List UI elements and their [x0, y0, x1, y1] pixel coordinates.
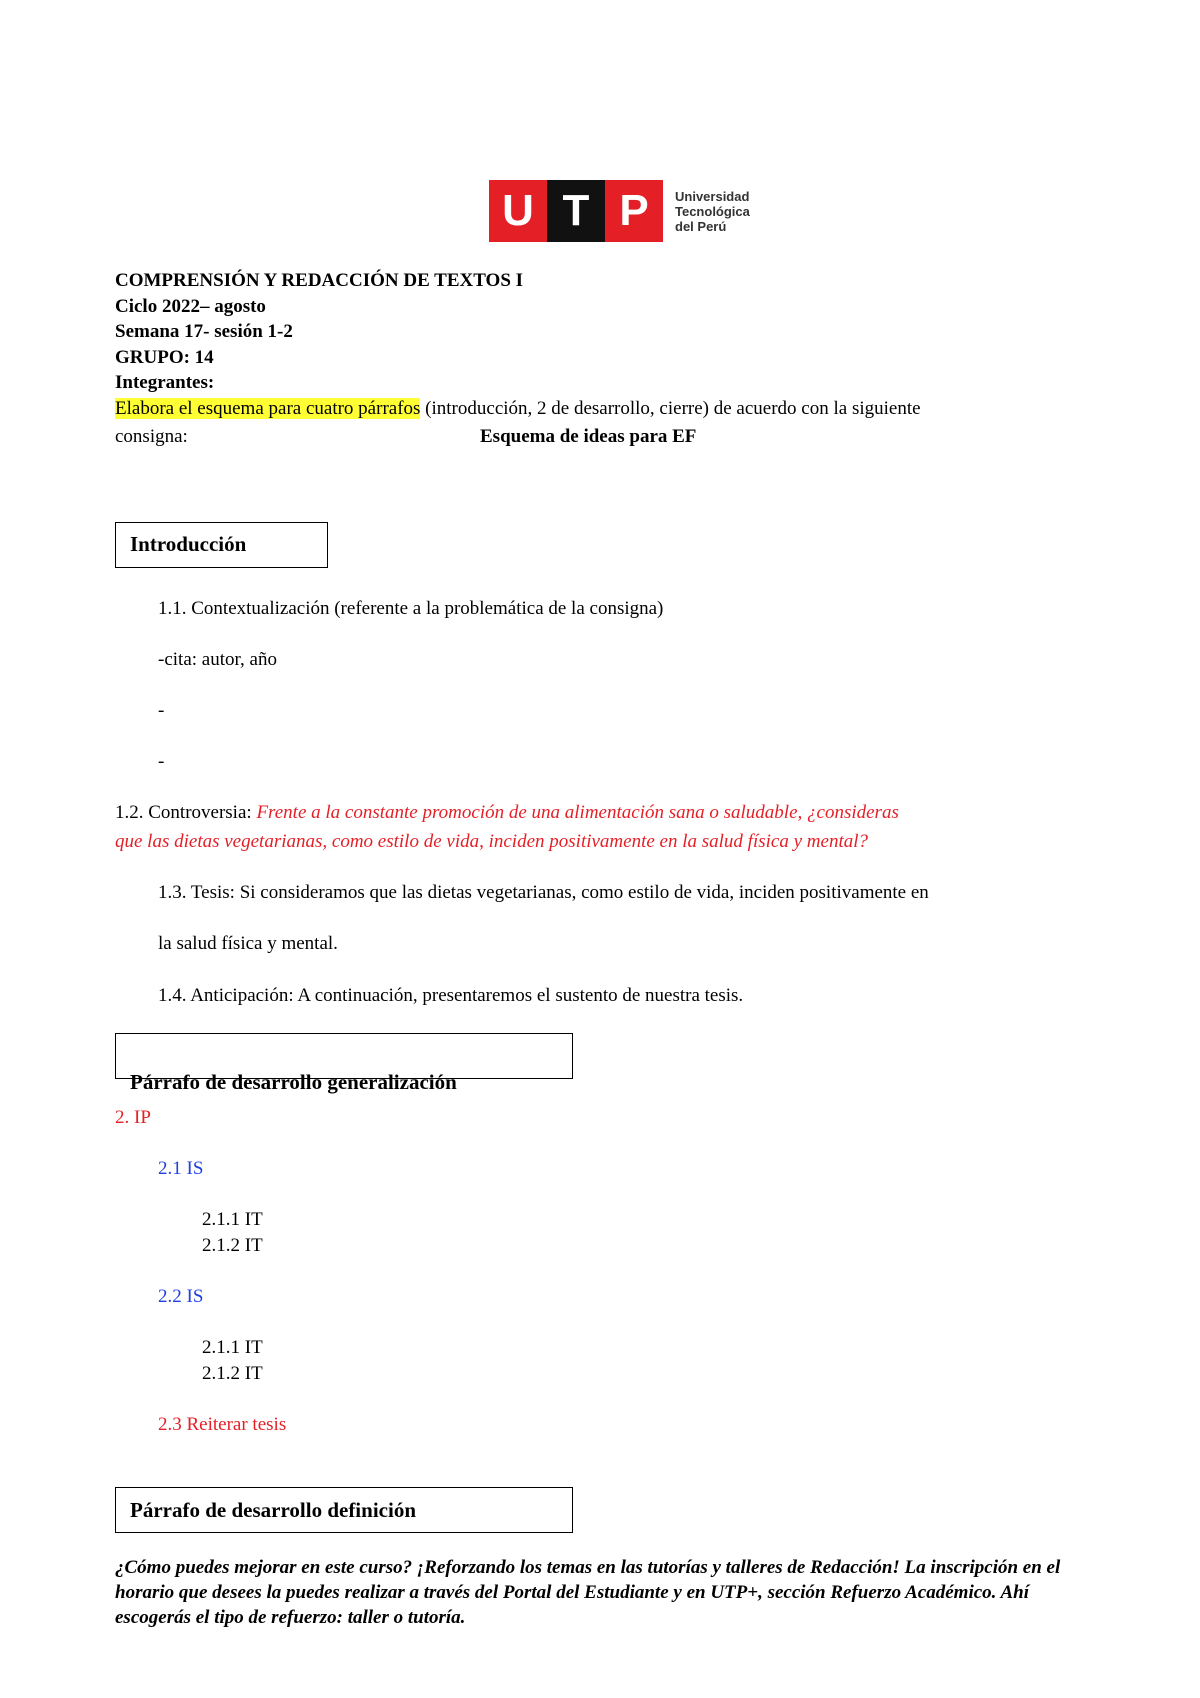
logo-university-name: Universidad Tecnológica del Perú [675, 188, 750, 234]
quote-line: -cita: autor, año [158, 649, 277, 670]
utp-logo [489, 180, 750, 242]
it-line-2: 2.1.2 IT [202, 1235, 263, 1256]
group-line: GRUPO: 14 [115, 347, 214, 368]
controversy-line-1 [115, 802, 899, 824]
instruction-line-1 [115, 398, 921, 420]
anticipation: 1.4. Anticipación: A continuación, presentaremos el sustento de nuestra tesis. [158, 985, 744, 1006]
thesis-line-1: 1.3. Tesis: Si consideramos que las dietas vegetarianas, como estilo de vida, inciden positivamente en [158, 882, 929, 903]
contextualization: 1.1. Contextualización (referente a la problemática de la consigna) [158, 598, 664, 619]
it-line-3: 2.1.1 IT [202, 1337, 263, 1358]
cycle-line: Ciclo 2022– agosto [115, 296, 266, 317]
scheme-title: Esquema de ideas para EF [480, 426, 697, 447]
logo-letter-t: T [547, 180, 605, 242]
it-line-4: 2.1.2 IT [202, 1363, 263, 1384]
development-definition-title: Párrafo de desarrollo definición [130, 1498, 416, 1522]
thesis-line-2: la salud física y mental. [158, 933, 338, 954]
footer-note: ¿Cómo puedes mejorar en este curso? ¡Reforzando los temas en las tutorías y talleres de Redacción! La inscripción en el horario que desees la puedes realizar a través del Portal del Estudiante y en UTP+, sección Refuerzo Académico. Ahí escogerás el tipo de refuerzo: taller o tutoría. [115, 1557, 1061, 1628]
week-line: Semana 17- sesión 1-2 [115, 321, 293, 342]
ip-line: 2. IP [115, 1107, 151, 1128]
course-title: COMPRENSIÓN Y REDACCIÓN DE TEXTOS I [115, 270, 524, 291]
members-label: Integrantes: [115, 372, 215, 393]
reiterate-thesis: 2.3 Reiterar tesis [158, 1414, 287, 1435]
controversy-question-2: que las dietas vegetarianas, como estilo de vida, inciden positivamente en la salud física y mental? [115, 831, 868, 852]
logo-letter-u: U [489, 180, 547, 242]
logo-letter-p: P [605, 180, 663, 242]
dash-line-2: - [158, 751, 165, 772]
instruction-highlight: Elabora el esquema para cuatro párrafos [115, 398, 421, 419]
is-line-2: 2.2 IS [158, 1286, 204, 1307]
is-line-1: 2.1 IS [158, 1158, 204, 1179]
controversy-label: 1.2. Controversia: [115, 802, 257, 823]
controversy-question-1: Frente a la constante promoción de una alimentación sana o saludable, ¿consideras [256, 802, 899, 823]
development-generalization-title: Párrafo de desarrollo generalización [130, 1070, 457, 1094]
dash-line-1: - [158, 700, 165, 721]
instruction-rest: (introducción, 2 de desarrollo, cierre) de acuerdo con la siguiente [420, 398, 921, 419]
it-line-1: 2.1.1 IT [202, 1209, 263, 1230]
instruction-line-2: consigna: [115, 426, 188, 447]
intro-title: Introducción [130, 532, 247, 556]
